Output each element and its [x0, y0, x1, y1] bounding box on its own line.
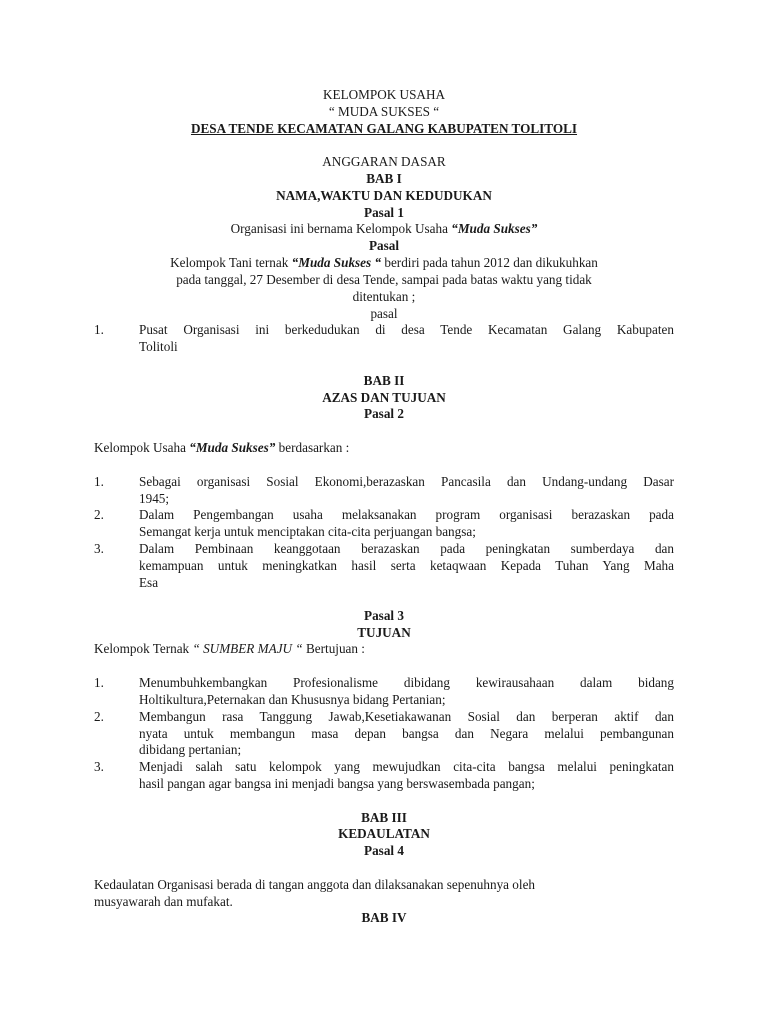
pasal3-item1-line-2: Holtikultura,Peternakan dan Khususnya bidang Pertanian; [139, 692, 446, 707]
pasal3-item3-number: 3. [94, 759, 104, 774]
bab3-name: KEDAULATAN [338, 826, 430, 841]
pasal-unnumbered-l1-a: Kelompok Tani ternak [170, 255, 292, 270]
bab2-heading: BAB II [363, 373, 405, 388]
pasal3-org-name: “ SUMBER MAJU “ [192, 641, 303, 656]
bab3-text-line-2: musyawarah dan mufakat. [94, 894, 233, 909]
pasal1-text [94, 221, 674, 238]
pasal-unnumbered-line-1 [94, 255, 674, 272]
pasal3-heading: Pasal 3 [364, 608, 404, 623]
header-name: “ MUDA SUKSES “ [328, 104, 440, 119]
pasal-lower-item-number: 1. [94, 322, 104, 337]
bab2-item3-line-2: kemampuan untuk meningkatkan hasil serta ketaqwaan Kepada Tuhan Yang Maha [139, 558, 674, 573]
bab2-item2-line-1: Dalam Pengembangan usaha melaksanakan program organisasi berazaskan pada [139, 507, 674, 522]
pasal3-item3-line-2: hasil pangan agar bangsa ini menjadi bangsa yang berswasembada pangan; [139, 776, 535, 791]
pasal3-intro-c: Bertujuan : [302, 641, 365, 656]
pasal-unnumbered-l1-c: berdiri pada tahun 2012 dan dikukuhkan [381, 255, 598, 270]
pasal3-item2-number: 2. [94, 709, 104, 724]
pasal1-text-plain: Organisasi ini bernama Kelompok Usaha [230, 221, 452, 236]
bab2-item1-line-1: Sebagai organisasi Sosial Ekonomi,berazaskan Pancasila dan Undang-undang Dasar [139, 474, 674, 489]
pasal3-intro-a: Kelompok Ternak [94, 641, 193, 656]
pasal3-item2-line-2: nyata untuk membangun masa depan bangsa dan Negara melalui pembangunan [139, 726, 674, 741]
header-org: KELOMPOK USAHA [323, 87, 445, 102]
pasal3-item1-line-1: Menumbuhkembangkan Profesionalisme dibidang kewirausahaan dalam bidang [139, 675, 674, 690]
pasal3-intro [94, 641, 365, 658]
bab2-intro-a: Kelompok Usaha [94, 440, 190, 455]
bab2-org-name: “Muda Sukses” [189, 440, 276, 455]
pasal3-item2-line-3: dibidang pertanian; [139, 742, 242, 757]
bab2-item3-line-3: Esa [139, 575, 159, 590]
pasal-unnumbered-heading: Pasal [368, 238, 400, 253]
bab1-heading: BAB I [366, 171, 402, 186]
bab2-item3-line-1: Dalam Pembinaan keanggotaan berazaskan pada peningkatan sumberdaya dan [139, 541, 674, 556]
bab2-pasal: Pasal 2 [364, 406, 404, 421]
doc-title: ANGGARAN DASAR [322, 154, 446, 169]
pasal3-item3-line-1: Menjadi salah satu kelompok yang mewujudkan cita-cita bangsa melalui peningkatan [139, 759, 674, 774]
pasal1-org-name: “Muda Sukses” [451, 221, 538, 236]
bab2-item3-number: 3. [94, 541, 104, 556]
pasal-unnumbered-line-2: pada tanggal, 27 Desember di desa Tende, sampai pada batas waktu yang tidak [176, 272, 592, 287]
pasal1-heading: Pasal 1 [364, 205, 404, 220]
bab2-item1-line-2: 1945; [139, 491, 170, 506]
bab2-intro-c: berdasarkan : [275, 440, 350, 455]
bab3-text-line-1: Kedaulatan Organisasi berada di tangan anggota dan dilaksanakan sepenuhnya oleh [94, 877, 536, 892]
bab3-pasal: Pasal 4 [364, 843, 404, 858]
bab2-item2-line-2: Semangat kerja untuk menciptakan cita-cita perjuangan bangsa; [139, 524, 476, 539]
bab2-item1-number: 1. [94, 474, 104, 489]
bab4-heading: BAB IV [361, 910, 407, 925]
bab2-name: AZAS DAN TUJUAN [322, 390, 446, 405]
header-location: DESA TENDE KECAMATAN GALANG KABUPATEN TOLITOLI [190, 121, 578, 136]
bab2-intro [94, 440, 349, 457]
bab3-heading: BAB III [361, 810, 407, 825]
bab1-name: NAMA,WAKTU DAN KEDUDUKAN [276, 188, 492, 203]
pasal-unnumbered-org-name: “Muda Sukses “ [291, 255, 382, 270]
pasal-lower-item-line-2: Tolitoli [139, 339, 178, 354]
pasal-unnumbered-line-3: ditentukan ; [352, 289, 416, 304]
pasal3-item2-line-1: Membangun rasa Tanggung Jawab,Kesetiakawanan Sosial dan berperan aktif dan [139, 709, 674, 724]
pasal3-item1-number: 1. [94, 675, 104, 690]
pasal-lower-heading: pasal [370, 306, 398, 321]
pasal-lower-item-line-1: Pusat Organisasi ini berkedudukan di desa Tende Kecamatan Galang Kabupaten [139, 322, 674, 337]
bab2-item2-number: 2. [94, 507, 104, 522]
pasal3-name: TUJUAN [357, 625, 411, 640]
